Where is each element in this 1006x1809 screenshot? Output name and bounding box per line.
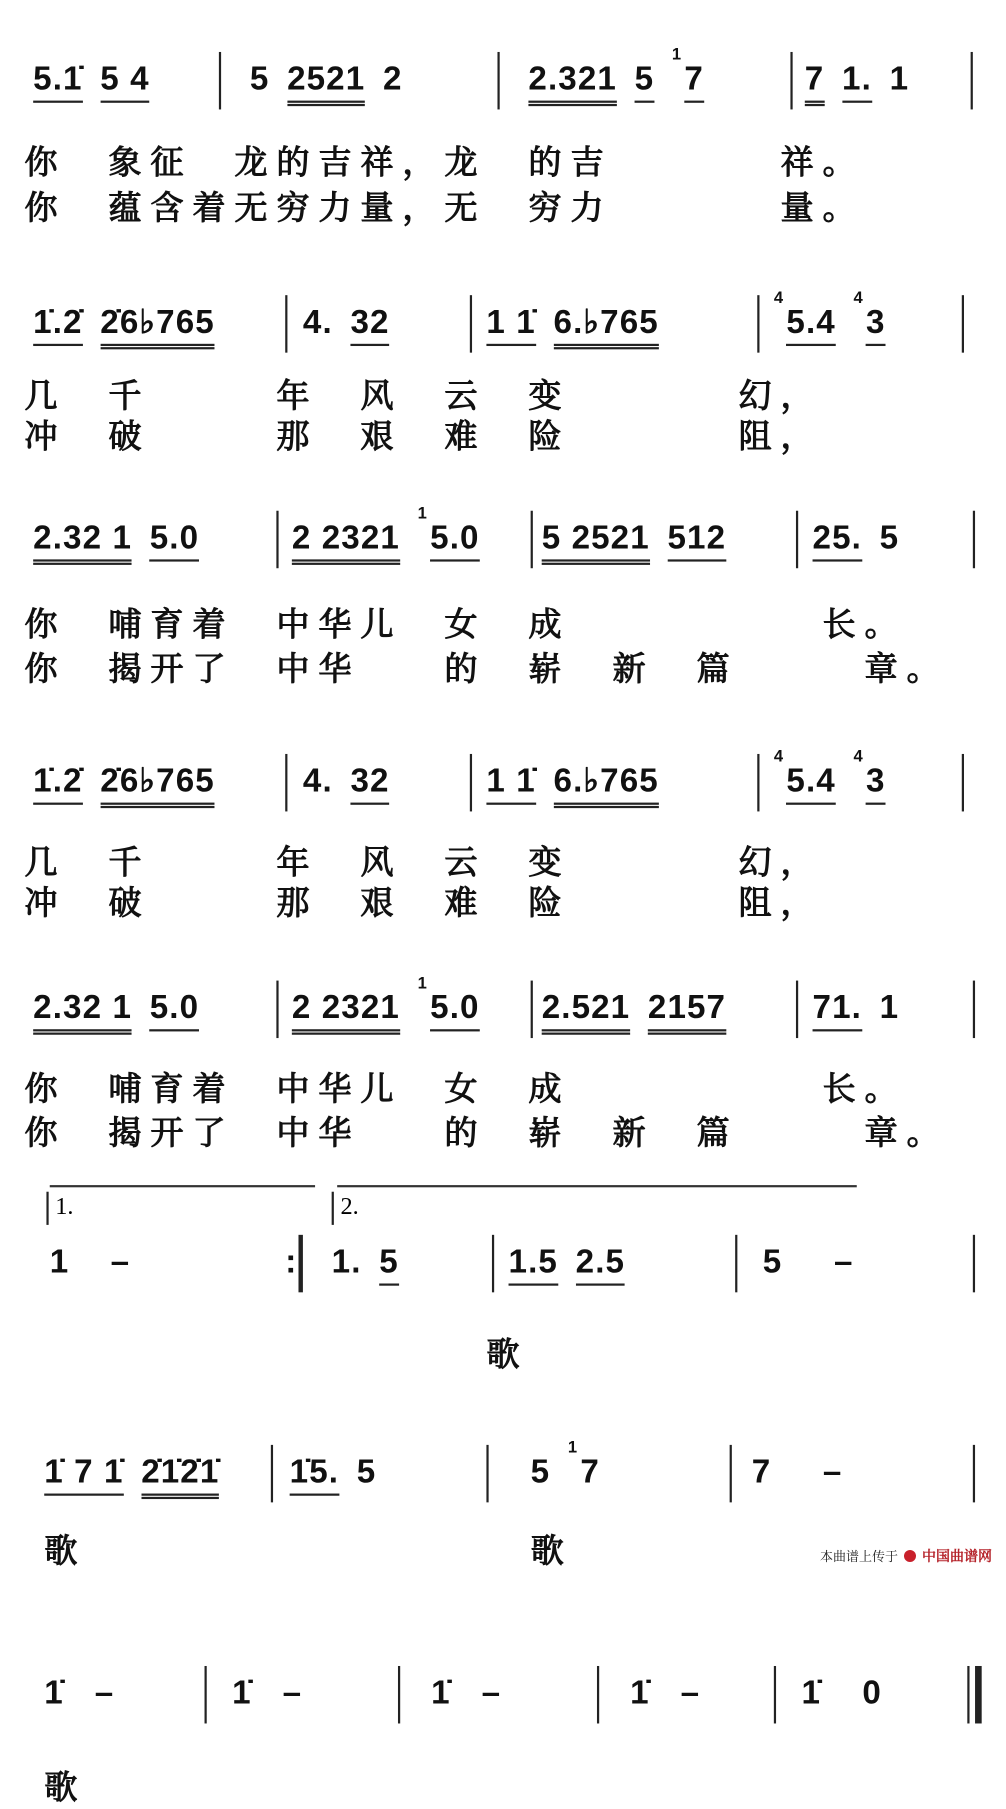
lyric-line: 歌 (530, 1532, 573, 1571)
note-group: 1̇ – (630, 1674, 701, 1712)
grace-note: 4 (773, 288, 785, 308)
barline (497, 52, 499, 109)
measure (291, 504, 497, 565)
note-group: 512 (667, 521, 726, 562)
lyric-line: 歌 (486, 1335, 529, 1375)
note-group: 1 1̇ (486, 764, 535, 805)
measure (763, 1244, 871, 1284)
note-group: 1. (331, 1243, 362, 1281)
measure (332, 1244, 417, 1286)
lyric-line: 几 千 年 风 云 变 幻， (24, 376, 823, 416)
note-group: 5.0 (430, 991, 479, 1032)
note-group: 1̇.2̇ (33, 305, 82, 346)
grace-note: 1 (671, 45, 683, 65)
barline (973, 1445, 975, 1502)
note-group: 2 (382, 60, 403, 98)
measure (509, 1244, 643, 1286)
barline (531, 511, 533, 568)
volta-bracket-label: 2. (332, 1192, 359, 1225)
measure (813, 989, 917, 1031)
barline (962, 754, 964, 811)
footer-watermark (820, 1546, 992, 1566)
barline (470, 295, 472, 352)
note-group: 32 (350, 764, 389, 805)
barline (285, 295, 287, 352)
measure (542, 989, 744, 1034)
lyric-line: 你 哺育着 中华儿 女 成 长。 (24, 605, 907, 645)
barline (205, 1666, 207, 1723)
note-group: 2̇1̇2̇1̇ (141, 1455, 219, 1499)
barline (398, 1666, 400, 1723)
note-group: 6.♭765 (554, 305, 659, 349)
barline (470, 754, 472, 811)
note-group: 71. (813, 991, 862, 1032)
note-group: 1̇ – (431, 1674, 502, 1712)
measure (486, 763, 676, 808)
note-group: 5.0 (150, 521, 199, 562)
note-group: 1̇5. (290, 1455, 339, 1496)
measure (250, 61, 420, 106)
note-group: 5 (249, 60, 270, 98)
barline (486, 1445, 488, 1502)
note-group: 5 – (762, 1243, 854, 1281)
lyric-line: 你 揭开了 中华 的 崭 新 篇 章。 (24, 650, 949, 689)
note-group: 5 (879, 519, 900, 557)
note-group: 1̇ 0 (801, 1674, 882, 1712)
measure (33, 304, 232, 349)
barline (971, 52, 973, 109)
lyric-line: 冲 破 那 艰 难 险 阻， (24, 417, 823, 457)
note-group: 25. (813, 521, 862, 562)
measure (290, 1454, 394, 1496)
footer-text: 本曲谱上传于 (819, 1550, 898, 1565)
measure (773, 747, 903, 805)
barline (796, 511, 798, 568)
lyric-line: 歌 (44, 1532, 87, 1571)
barline (597, 1666, 599, 1723)
barline (531, 981, 533, 1038)
measure (801, 1675, 899, 1715)
measure (291, 973, 497, 1034)
note-group: 1 (889, 60, 910, 98)
grace-note: 4 (853, 288, 864, 308)
barline (219, 52, 221, 109)
note-group: 2̇6♭765 (100, 305, 215, 349)
note-group: 2157 (648, 991, 726, 1035)
note-group: 5 (356, 1453, 377, 1491)
measure (33, 520, 217, 565)
note-group: 2.32 1 (33, 521, 132, 565)
note-group: 1̇ – (44, 1674, 115, 1712)
note-group: : (285, 1243, 298, 1281)
note-group: 5.4 (786, 305, 835, 346)
barline (285, 754, 287, 811)
note-group: 5.0 (430, 521, 479, 562)
note-group: 5 (530, 1453, 551, 1491)
barline (276, 511, 278, 568)
volta-line (50, 1185, 315, 1187)
barline (774, 1666, 776, 1723)
barline (796, 981, 798, 1038)
note-group: 2 2321 (292, 991, 400, 1035)
note-group: 5 2521 (542, 521, 650, 565)
barline (973, 511, 975, 568)
note-group: 2.5 (576, 1245, 625, 1286)
barline (757, 295, 759, 352)
site-logo-icon (904, 1550, 916, 1562)
note-group: 1̇ 7 1̇ (44, 1455, 123, 1496)
barline (730, 1445, 732, 1502)
note-group: 1̇.2̇ (33, 764, 82, 805)
lyric-line: 你 蕴含着无穷力量，无 穷力 量。 (24, 189, 865, 228)
note-group: 2 2321 (292, 521, 400, 565)
barline (790, 52, 792, 109)
lyric-line: 冲 破 那 艰 难 险 阻， (24, 884, 823, 924)
measure (33, 61, 167, 103)
measure (44, 1454, 237, 1499)
grace-note: 1 (417, 504, 428, 523)
measure (542, 520, 744, 565)
lyric-line: 几 千 年 风 云 变 幻， (24, 843, 823, 883)
measure (232, 1675, 320, 1715)
grace-note: 4 (773, 747, 785, 767)
barline (967, 1666, 969, 1723)
note-group: 5 4 (100, 62, 149, 103)
barline (298, 1235, 302, 1292)
barline (492, 1235, 494, 1292)
note-group: 2.521 (542, 991, 631, 1035)
measure (813, 520, 917, 562)
measure (486, 304, 676, 349)
measure (33, 989, 217, 1034)
barline (973, 1235, 975, 1292)
note-group: 1 – (49, 1243, 131, 1281)
note-group: 3 (866, 764, 886, 805)
measure (528, 45, 721, 106)
volta-line (337, 1185, 857, 1187)
measure (33, 763, 232, 808)
barline (973, 981, 975, 1038)
note-group: 5 (379, 1245, 399, 1286)
grace-note: 1 (417, 973, 428, 993)
lyric-line: 你 象征 龙的吉祥，龙 的吉 祥。 (24, 143, 865, 183)
note-group: 32 (350, 305, 389, 346)
note-group: 1. (842, 62, 872, 103)
note-group: 7 (805, 62, 825, 106)
grace-note: 1 (567, 1438, 579, 1458)
note-group: 5.0 (150, 991, 199, 1032)
note-group: 1 (879, 989, 900, 1026)
barline (735, 1235, 737, 1292)
volta-bracket-label: 1. (46, 1192, 73, 1225)
measure (303, 304, 407, 346)
note-group: 2̇6♭765 (100, 764, 215, 808)
grace-note: 4 (853, 747, 864, 767)
note-group: 2.321 (528, 62, 617, 106)
barline (276, 981, 278, 1038)
barline (757, 754, 759, 811)
measure (630, 1675, 718, 1715)
note-group: 6.♭765 (554, 764, 659, 808)
measure (773, 288, 903, 346)
lyric-line: 你 揭开了 中华 的 崭 新 篇 章。 (24, 1114, 949, 1154)
note-group: 7 – (751, 1453, 843, 1491)
note-group: 1 1̇ (486, 305, 535, 346)
note-group: 5 (635, 62, 655, 103)
measure (752, 1454, 860, 1494)
note-group: 1.5 (509, 1245, 558, 1286)
barline (962, 295, 964, 352)
lyric-line: 歌 (44, 1768, 87, 1808)
measure (44, 1675, 132, 1715)
footer-brand: 中国曲谱网 (922, 1549, 992, 1565)
measure (431, 1675, 519, 1715)
note-group: 2.32 1 (33, 991, 132, 1035)
note-group: 5.4 (786, 764, 835, 805)
measure (50, 1244, 148, 1284)
note-group: 7 (684, 62, 704, 103)
measure (530, 1438, 618, 1494)
barline (975, 1666, 982, 1723)
measure (805, 61, 927, 106)
note-group: 4. (302, 304, 333, 341)
note-group: 2521 (287, 62, 365, 106)
measure (303, 763, 407, 805)
note-group: 7 (580, 1453, 600, 1491)
note-group: 1̇ – (232, 1674, 303, 1712)
note-group: 5.1̇ (33, 62, 82, 103)
lyric-line: 你 哺育着 中华儿 女 成 长。 (24, 1070, 907, 1109)
note-group: 4. (302, 762, 333, 800)
note-group: 3 (866, 305, 886, 346)
barline (271, 1445, 273, 1502)
